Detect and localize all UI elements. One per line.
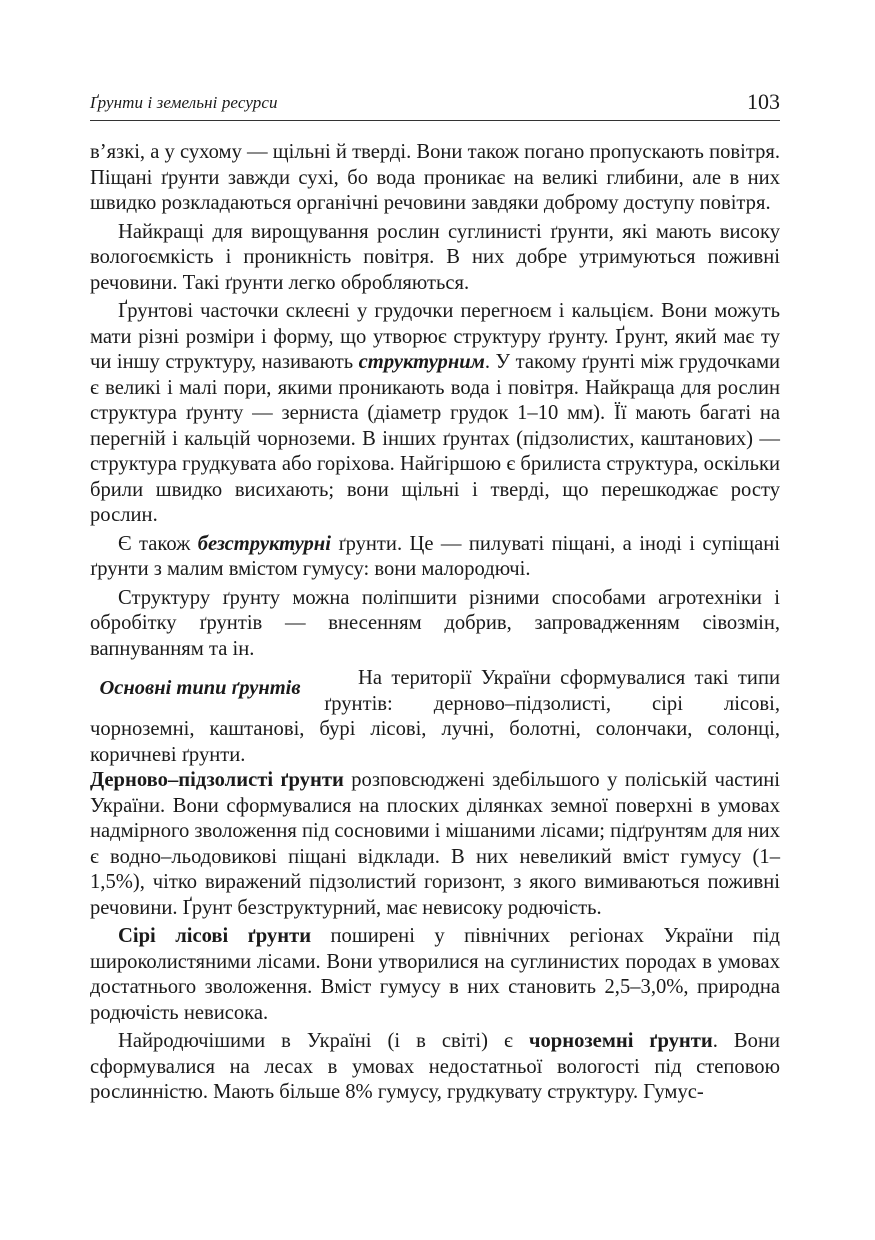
term-chernozem: чорноземні ґрунти	[528, 1030, 713, 1052]
paragraph-9	[90, 1029, 780, 1106]
paragraph-3-text-b: . У такому ґрунті між грудочками є великі і малі пори, якими проникають вода і повітря. Найкраща для рослин структура ґрунту — зерниста (діаметр грудок 1–10 мм). Її мають багаті на перегній і кальцій чорноземи. В інших ґрунтах (підзолистих, каштанових) — структура грудкувата або горіхова. Найгіршою є брилиста структура, оскільки брили швидко висихають; вони щільні і тверді, що перешкоджає росту рослин.	[90, 351, 780, 526]
paragraph-3	[90, 299, 780, 529]
section-heading: Основні типи ґрунтів	[99, 677, 301, 699]
paragraph-4-text-a: Є також	[118, 532, 198, 555]
term-structureless: безструктурні	[197, 532, 331, 555]
term-grey-forest: Сірі лісові ґрунти	[118, 925, 312, 947]
paragraph-1: в’язкі, а у сухому — щільні й тверді. Вони також погано пропускають повітря. Піщані ґрунти завжди сухі, бо вода проникає на великі глибини, але в них швидко розкладаються органічні речовини завдяки доброму доступу повітря.	[90, 141, 780, 214]
paragraph-6: На території України сформувалися такі типи ґрунтів: дерново–підзолисті, сірі лісові, чорноземні, каштанові, бурі лісові, лучні, болотні, солончаки, солонці, коричневі ґрунти.	[90, 667, 780, 766]
paragraph-7	[90, 768, 780, 921]
paragraph-9-text-b: . Вони сформувалися на лесах в умовах недостатньої вологості під степовою рослинністю. Мають більше 8% гумусу, грудкувату структуру. Гумус-	[90, 1030, 781, 1103]
section-soil-types	[90, 666, 780, 768]
paragraph-4	[90, 532, 780, 583]
paragraph-9-text-a: Найродючішими в Україні (і в світі) є	[118, 1030, 529, 1052]
paragraph-4-text-b: ґрунти. Це — пилуваті піщані, а іноді і супіщані ґрунти з малим вмістом гумусу: вони малородючі.	[90, 532, 780, 580]
running-title: Ґрунти і земельні ресурси	[90, 93, 278, 112]
body-text	[90, 140, 780, 1106]
term-sod-podzolic: Дерново–підзолисті ґрунти	[90, 769, 344, 791]
page-number: 103	[747, 89, 780, 114]
paragraph-3-text-a: Ґрунтові часточки склеєні у грудочки перегноєм і кальцієм. Вони можуть мати різні розміри і форму, що утворює структуру ґрунту. Ґрунт, який має ту чи іншу структуру, називають	[90, 300, 780, 373]
paragraph-8-text: поширені у північних регіонах України під широколистяними лісами. Вони утворилися на суглинистих породах в умовах достатнього зволоження. Вміст гумусу в них становить 2,5–3,0%, природна родючість невисока.	[90, 925, 780, 1024]
term-structured: структурним	[358, 351, 485, 373]
page-header	[90, 86, 780, 121]
paragraph-5: Структуру ґрунту можна поліпшити різними способами агротехніки і обробітку ґрунтів — внесенням добрив, запровадженням сівозмін, вапнуванням та ін.	[90, 586, 780, 660]
paragraph-7-text: розповсюджені здебільшого у поліській частині України. Вони сформувалися на плоских ділянках земної поверхні в умовах надмірного зволоження під сосновими і мішаними лісами; підґрунтям для них є водно–льодовикові піщані відклади. В них невеликий вміст гумусу (1–1,5%), чітко виражений підзолистий горизонт, з якого вимиваються поживні речовини. Ґрунт безструктурний, має невисоку родючість.	[90, 769, 780, 919]
paragraph-8	[90, 924, 780, 1026]
paragraph-2: Найкращі для вирощування рослин суглинисті ґрунти, які мають високу вологоємкість і проникність повітря. В них добре утримуються поживні речовини. Такі ґрунти легко обробляються.	[90, 220, 780, 294]
